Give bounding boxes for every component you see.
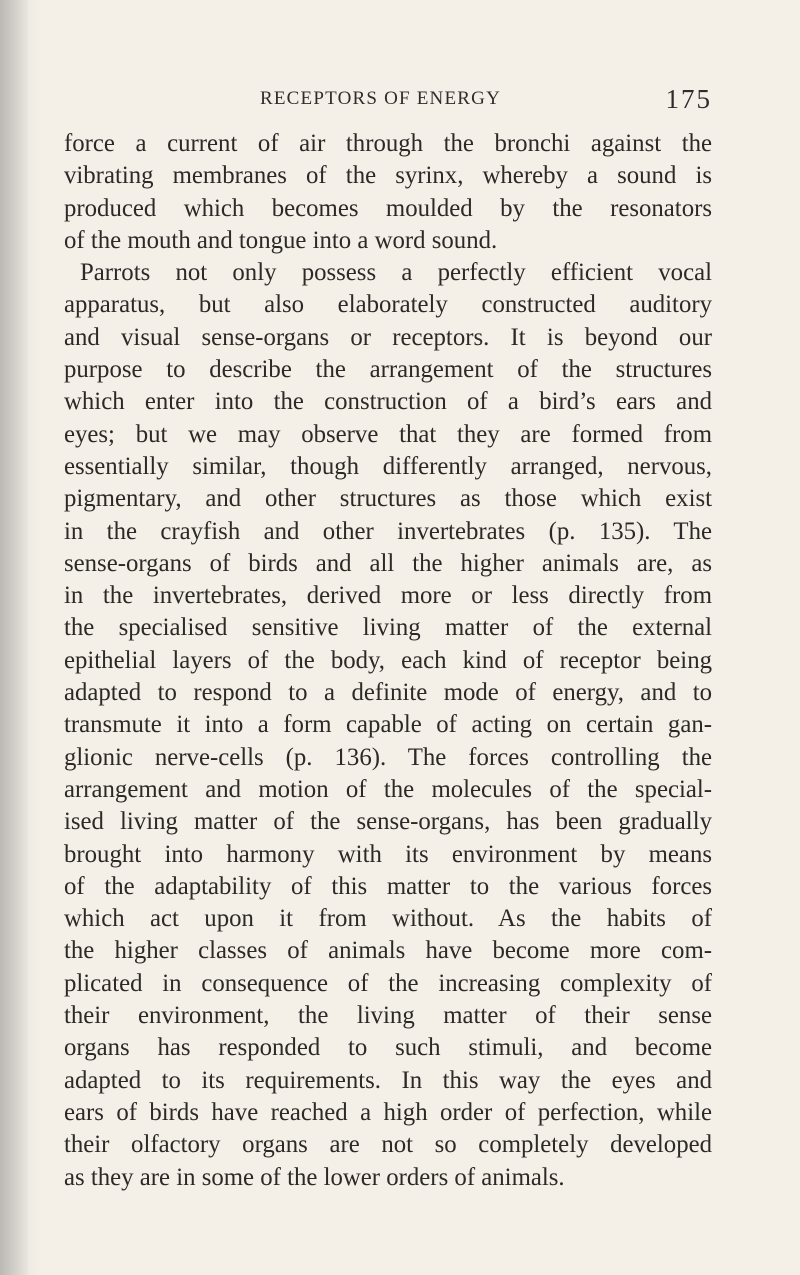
text-line: in the crayfish and other invertebrates (p. 135). The [64, 517, 712, 545]
text-line: produced which becomes moulded by the resonators [64, 194, 712, 222]
text-line: the higher classes of animals have become more com- [64, 937, 712, 965]
text-line: which act upon it from without. As the habits of [64, 905, 712, 933]
text-line: adapted to its requirements. In this way the eyes and [64, 1066, 712, 1094]
text-line: their environment, the living matter of their sense [64, 1002, 712, 1030]
binding-gutter [0, 0, 28, 1275]
running-head: RECEPTORS OF ENERGY [260, 88, 501, 109]
text-line: of the adaptability of this matter to the various forces [64, 872, 712, 900]
text-line: in the invertebrates, derived more or less directly from [64, 582, 712, 610]
body-text [64, 128, 712, 1194]
text-line: pigmentary, and other structures as those which exist [64, 485, 712, 513]
text-line: essentially similar, though differently arranged, nervous, [64, 452, 712, 480]
page-number: 175 [665, 84, 712, 114]
text-line: brought into harmony with its environment by means [64, 840, 712, 868]
text-line: arrangement and motion of the molecules of the special- [64, 775, 712, 803]
text-line: the specialised sensitive living matter of the external [64, 614, 712, 642]
text-line: purpose to describe the arrangement of the structures [64, 356, 712, 384]
text-line: organs has responded to such stimuli, and become [64, 1034, 712, 1062]
text-line: Parrots not only possess a perfectly efficient vocal [80, 259, 712, 287]
text-line: transmute it into a form capable of acting on certain gan- [64, 711, 712, 739]
text-line: vibrating membranes of the syrinx, whereby a sound is [64, 162, 712, 190]
text-line: adapted to respond to a definite mode of energy, and to [64, 679, 712, 707]
text-line: eyes; but we may observe that they are formed from [64, 420, 712, 448]
text-line: as they are in some of the lower orders of animals. [64, 1163, 565, 1191]
text-line: and visual sense-organs or receptors. It is beyond our [64, 323, 712, 351]
text-line: force a current of air through the bronchi against the [64, 130, 712, 157]
text-line: which enter into the construction of a bird’s ears and [64, 388, 712, 416]
text-line: their olfactory organs are not so completely developed [64, 1131, 712, 1159]
text-line: plicated in consequence of the increasing complexity of [64, 969, 712, 997]
text-line: ised living matter of the sense-organs, has been gradually [64, 808, 712, 836]
text-line: apparatus, but also elaborately constructed auditory [64, 291, 712, 319]
page-header [64, 84, 712, 120]
text-line: sense-organs of birds and all the higher animals are, as [64, 549, 712, 577]
text-line: glionic nerve-cells (p. 136). The forces controlling the [64, 743, 712, 771]
text-line: of the mouth and tongue into a word sound. [64, 226, 498, 254]
text-line: epithelial layers of the body, each kind of receptor being [64, 646, 712, 674]
text-line: ears of birds have reached a high order of perfection, while [64, 1098, 712, 1126]
